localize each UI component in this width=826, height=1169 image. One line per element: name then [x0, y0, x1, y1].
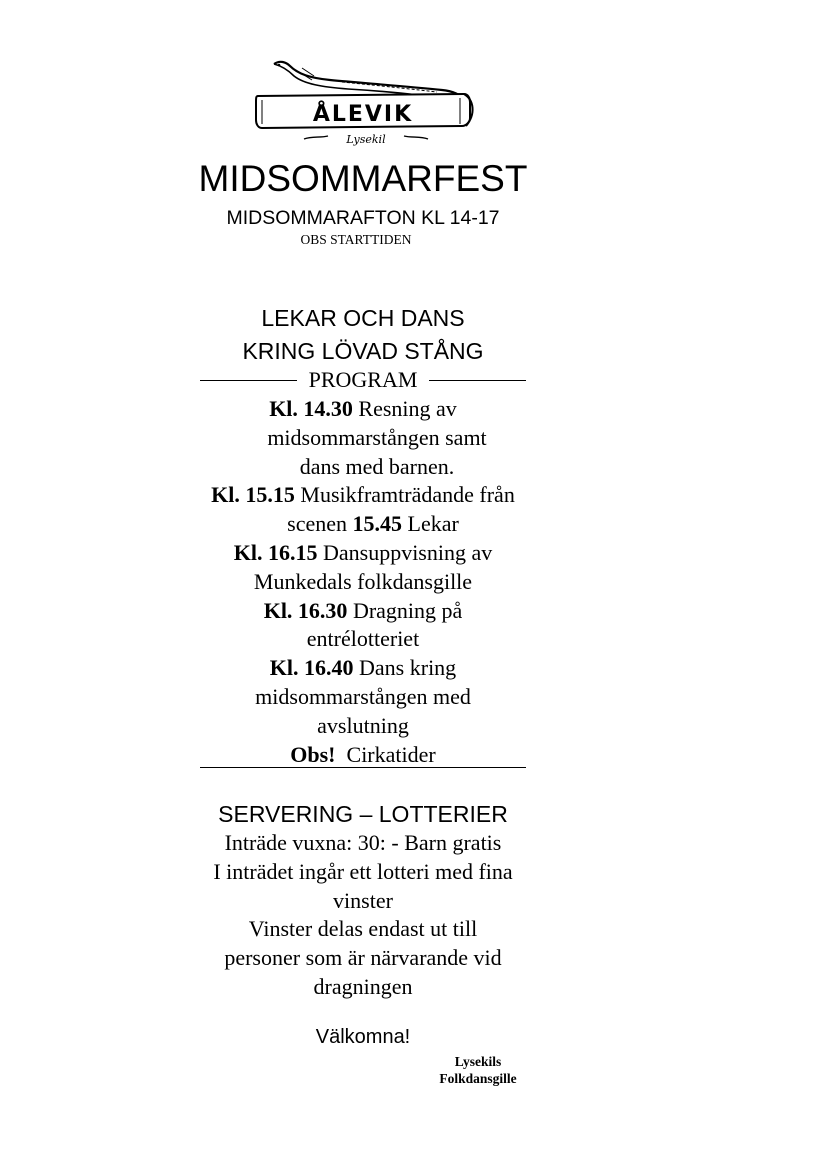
- logo-wordmark: ÅLEVIK: [312, 102, 414, 127]
- welcome-text: Välkomna!: [315, 1026, 411, 1048]
- program-text: Munkedals folkdansgille: [253, 568, 473, 594]
- activities-line-2: KRING LÖVAD STÅNG: [242, 338, 484, 364]
- program-text: Dans kring: [353, 655, 457, 681]
- program-time: Kl. 14.30: [269, 396, 353, 421]
- program-text: dans med barnen.: [299, 453, 455, 479]
- info-line: vinster: [333, 887, 393, 913]
- info-line: personer som är närvarande vid: [224, 945, 502, 971]
- program-text: Dragning på: [347, 597, 463, 623]
- obs-label: Obs!: [290, 741, 336, 767]
- program-heading-row: [200, 366, 526, 394]
- program-note: [150, 741, 576, 770]
- info-line: I inträdet ingår ett lotteri med fina: [213, 858, 513, 884]
- program-time: 15.45: [352, 511, 403, 537]
- program-text: avslutning: [317, 712, 409, 738]
- program-list: [150, 395, 576, 769]
- program-text: midsommarstången med: [255, 683, 471, 709]
- obs-text: Cirkatider: [335, 741, 436, 767]
- eel-on-sign-icon: [252, 56, 477, 156]
- program-item: [150, 481, 576, 510]
- organizer-line: Folkdansgille: [439, 1071, 517, 1086]
- program-item: [150, 539, 576, 568]
- program-text: Lekar: [402, 511, 459, 537]
- info-line: Vinster delas endast ut till: [248, 916, 478, 942]
- start-time-note: OBS STARTTIDEN: [300, 232, 412, 247]
- program-heading: PROGRAM: [308, 367, 418, 392]
- organizer-signature: [418, 1053, 538, 1087]
- program-item: [150, 654, 576, 683]
- event-title: MIDSOMMARFEST: [198, 158, 528, 199]
- divider: [429, 380, 526, 381]
- program-text: Resning av: [352, 396, 457, 421]
- alevik-logo: [252, 56, 477, 156]
- program-text: entrélotteriet: [306, 626, 420, 652]
- program-time: Kl. 16.40: [269, 655, 354, 681]
- entry-info: [120, 829, 606, 1002]
- program-item: [150, 510, 576, 539]
- program-text: Dansuppvisning av: [317, 539, 493, 565]
- serving-heading: SERVERING – LOTTERIER: [218, 801, 508, 827]
- activities-line-1: LEKAR OCH DANS: [261, 305, 465, 331]
- program-text: midsommarstången samt: [267, 424, 487, 450]
- info-line: dragningen: [313, 973, 413, 999]
- info-line: Inträde vuxna: 30: - Barn gratis: [224, 830, 502, 855]
- program-text: Musikframträdande från: [294, 482, 515, 508]
- program-time: Kl. 16.15: [233, 539, 318, 565]
- divider: [200, 767, 526, 768]
- logo-place: Lysekil: [346, 133, 386, 146]
- program-item: [150, 597, 576, 626]
- event-subtitle: MIDSOMMARAFTON KL 14-17: [226, 207, 500, 229]
- divider: [200, 380, 297, 381]
- program-time: Kl. 16.30: [263, 597, 348, 623]
- organizer-line: Lysekils: [454, 1054, 502, 1069]
- program-item: [150, 395, 576, 424]
- program-text: scenen: [287, 511, 353, 537]
- program-time: Kl. 15.15: [211, 482, 295, 508]
